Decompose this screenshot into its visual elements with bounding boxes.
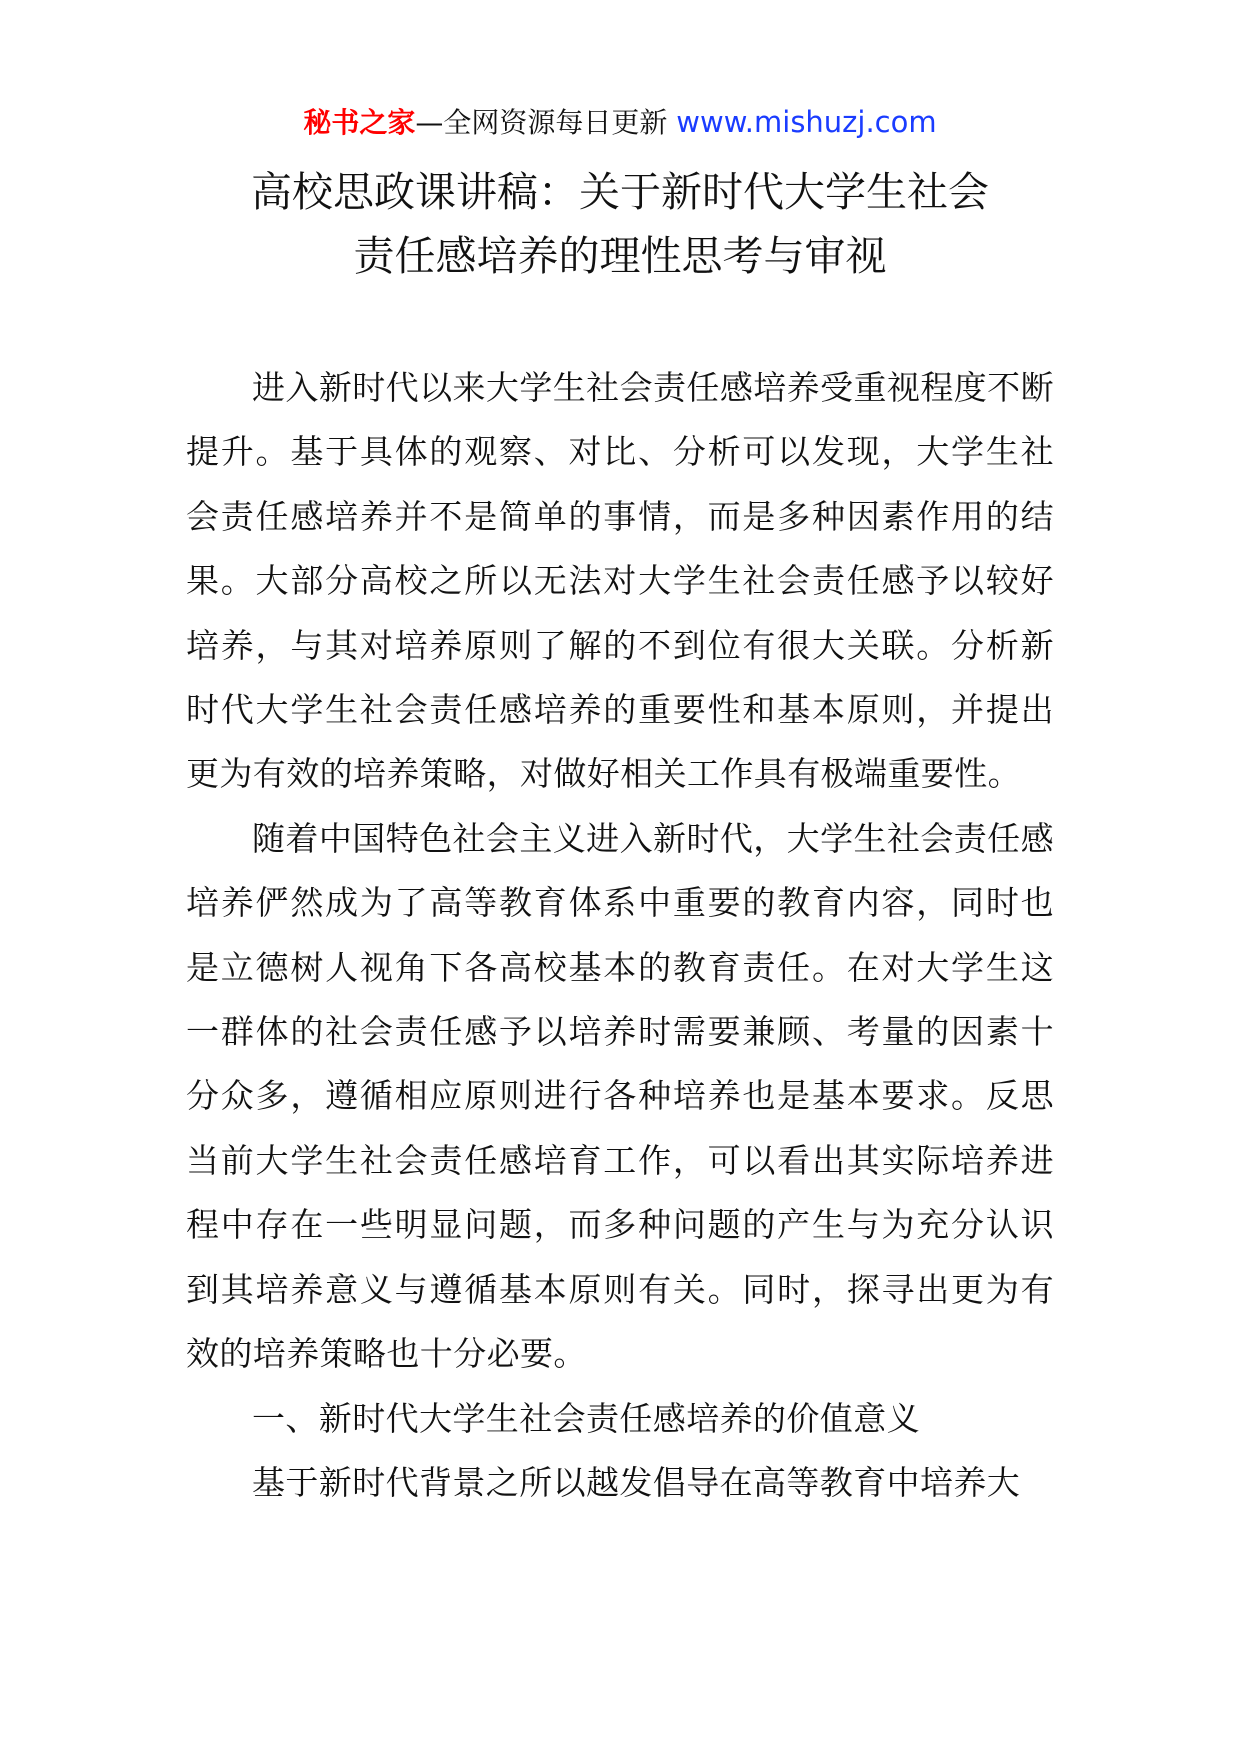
title-line-1: 高校思政课讲稿：关于新时代大学生社会: [251, 168, 989, 216]
title-line-2: 责任感培养的理性思考与审视: [353, 232, 887, 280]
site-header: [0, 102, 1240, 143]
site-slogan: —全网资源每日更新: [415, 106, 668, 139]
paragraph-section-1: 基于新时代背景之所以越发倡导在高等教育中培养大: [252, 1462, 1021, 1502]
paragraph-context: 随着中国特色社会主义进入新时代，大学生社会责任感培养俨然成为了高等教育体系中重要的教育内容，同时也是立德树人视角下各高校基本的教育责任。在对大学生这一群体的社会责任感予以培养时需要兼顾、考量的因素十分众多，遵循相应原则进行各种培养也是基本要求。反思当前大学生社会责任感培育工作，可以看出其实际培养进程中存在一些明显问题，而多种问题的产生与为充分认识到其培养意义与遵循基本原则有关。同时，探寻出更为有效的培养策略也十分必要。: [186, 818, 1054, 1374]
section-heading-1: 一、新时代大学生社会责任感培养的价值意义: [252, 1398, 920, 1438]
document-body: [186, 356, 1054, 1515]
site-url-link[interactable]: www.mishuzj.com: [676, 105, 937, 139]
brand-name: 秘书之家: [303, 106, 416, 139]
paragraph-intro: 进入新时代以来大学生社会责任感培养受重视程度不断提升。基于具体的观察、对比、分析可以发现，大学生社会责任感培养并不是简单的事情，而是多种因素作用的结果。大部分高校之所以无法对大学生社会责任感予以较好培养，与其对培养原则了解的不到位有很大关联。分析新时代大学生社会责任感培养的重要性和基本原则，并提出更为有效的培养策略，对做好相关工作具有极端重要性。: [186, 368, 1054, 794]
document-title: [150, 160, 1090, 288]
